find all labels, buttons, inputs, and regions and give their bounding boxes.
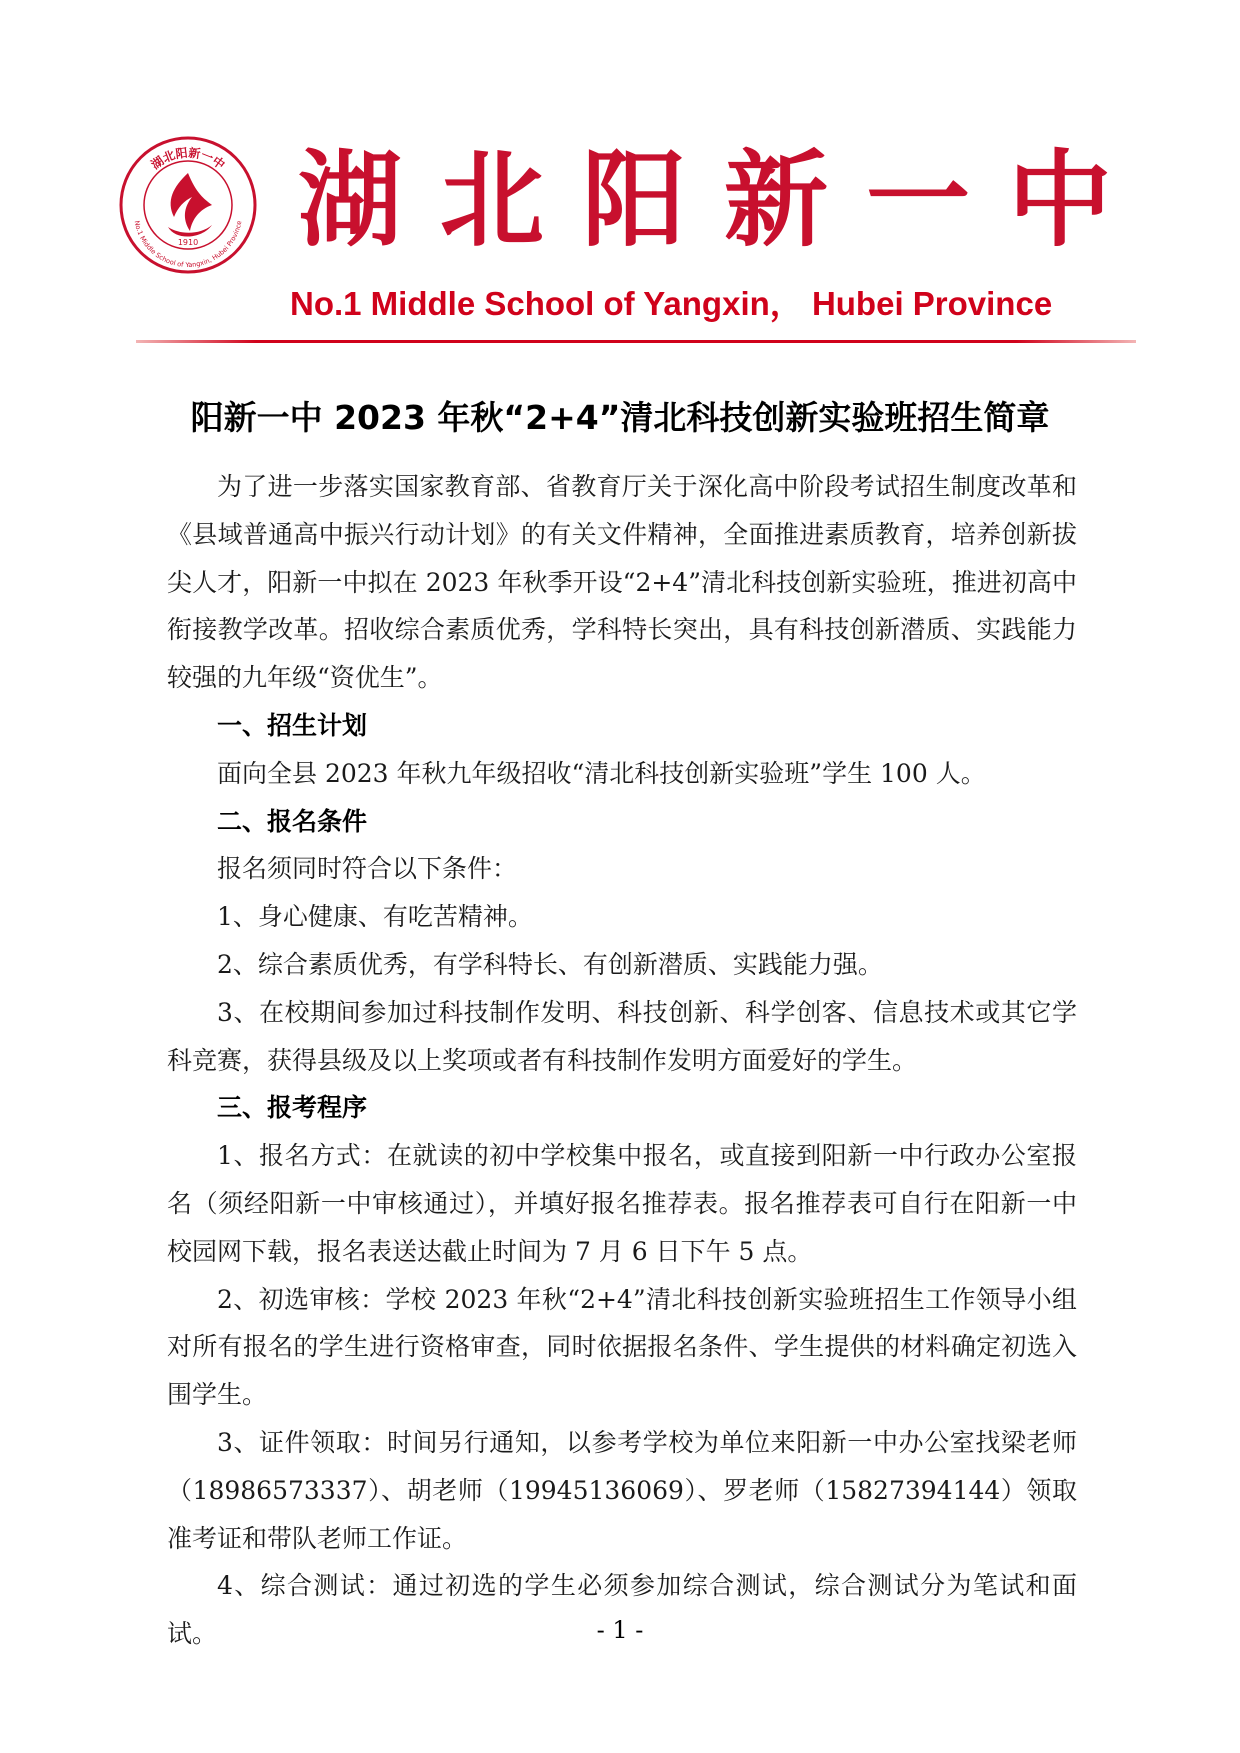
header-divider bbox=[136, 340, 1136, 343]
body-paragraph: 1、报名方式：在就读的初中学校集中报名，或直接到阳新一中行政办公室报名（须经阳新一中审核通过），并填好报名推荐表。报名推荐表可自行在阳新一中校园网下载，报名表送达截止时间为 7 月 6 日下午 5 点。 bbox=[167, 1141, 1077, 1266]
body-paragraph: 报名须同时符合以下条件： bbox=[217, 854, 518, 884]
body-paragraph: 面向全县 2023 年秋九年级招收“清北科技创新实验班”学生 100 人。 bbox=[217, 758, 986, 788]
section-heading: 二、报名条件 bbox=[217, 806, 368, 836]
page-number: - 1 - bbox=[596, 1616, 644, 1644]
body-paragraph: 1、身心健康、有吃苦精神。 bbox=[217, 902, 533, 932]
section-heading: 一、招生计划 bbox=[217, 710, 368, 740]
body-paragraph: 3、证件领取：时间另行通知，以参考学校为单位来阳新一中办公室找梁老师（18986573337）、胡老师（19945136069）、罗老师（15827394144）领取准考证和带队老师工作证。 bbox=[167, 1427, 1077, 1553]
section-heading: 三、报考程序 bbox=[217, 1093, 368, 1123]
school-name-cn: 湖北阳新一中 bbox=[298, 138, 1151, 261]
svg-text:No.1 Middle School of Yangxin,: No.1 Middle School of Yangxin, Hubei Province bbox=[132, 219, 244, 270]
svg-text:1910: 1910 bbox=[177, 238, 199, 247]
body-paragraph: 4、综合测试：通过初选的学生必须参加综合测试，综合测试分为笔试和面试。 bbox=[167, 1571, 1077, 1649]
svg-text:湖北阳新一中: 湖北阳新一中 bbox=[148, 145, 228, 173]
body-paragraph: 2、初选审核：学校 2023 年秋“2+4”清北科技创新实验班招生工作领导小组对所有报名的学生进行资格审查，同时依据报名条件、学生提供的材料确定初选入围学生。 bbox=[167, 1284, 1077, 1410]
document-title: 阳新一中 2023 年秋“2+4”清北科技创新实验班招生简章 bbox=[190, 398, 1050, 437]
school-name-en: No.1 Middle School of Yangxin， Hubei Province bbox=[290, 285, 1053, 322]
body-paragraph: 为了进一步落实国家教育部、省教育厅关于深化高中阶段考试招生制度改革和《县域普通高中振兴行动计划》的有关文件精神，全面推进素质教育，培养创新拔尖人才，阳新一中拟在 2023 年秋季开设“2+4”清北科技创新实验班，推进初高中衔接教学改革。招收综合素质优秀，学科特长突出，具有科技创新潜质、实践能力较强的九年级“资优生”。 bbox=[167, 472, 1077, 693]
school-seal-icon bbox=[118, 135, 258, 275]
body-paragraph: 3、在校期间参加过科技制作发明、科技创新、科学创客、信息技术或其它学科竞赛，获得县级及以上奖项或者有科技制作发明方面爱好的学生。 bbox=[167, 997, 1077, 1075]
document-body bbox=[167, 463, 1077, 1658]
body-paragraph: 2、综合素质优秀，有学科特长、有创新潜质、实践能力强。 bbox=[217, 949, 883, 979]
